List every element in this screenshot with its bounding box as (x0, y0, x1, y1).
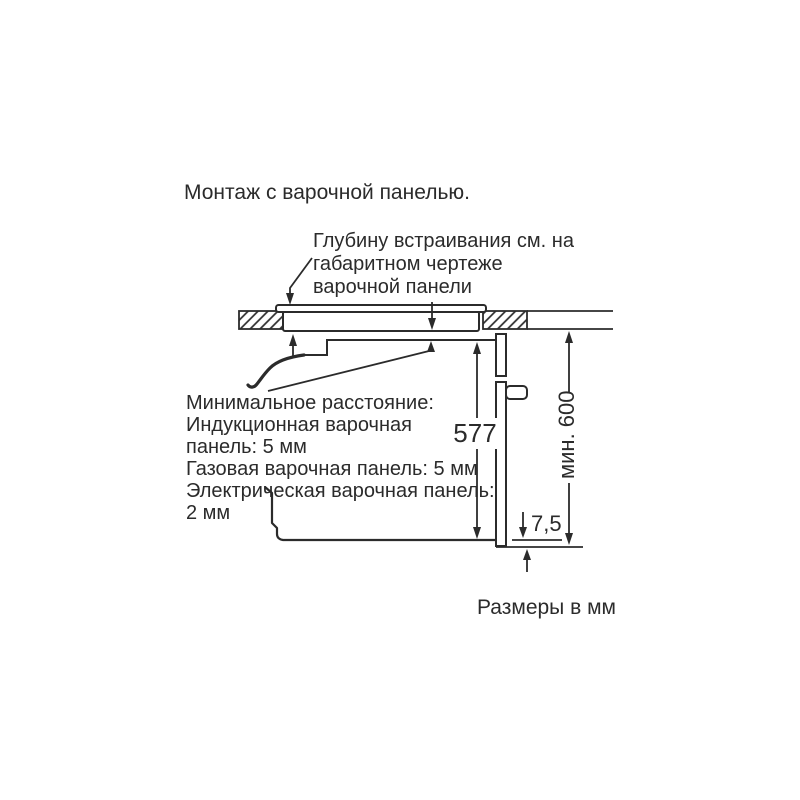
countertop-right-section (483, 311, 527, 329)
oven-front-door (496, 382, 506, 546)
dimension-label-oven-height: 577 (449, 418, 501, 449)
oven-top-edge (304, 340, 496, 355)
min-distance-line-6: 2 мм (186, 502, 231, 524)
min-distance-annotation (186, 392, 495, 524)
depth-annotation-line-1: Глубину встраивания см. на (313, 230, 574, 252)
min-distance-line-4: Газовая варочная панель: 5 мм (186, 458, 478, 480)
depth-leader-bent (290, 258, 312, 293)
page-title: Монтаж с варочной панелью. (184, 181, 470, 204)
min-distance-line-3: панель: 5 мм (186, 436, 307, 458)
depth-annotation-line-2: габаритном чертеже (313, 253, 503, 275)
depth-annotation (313, 230, 574, 299)
gap-arrow-right-head (427, 341, 435, 352)
min-distance-arrows (268, 334, 435, 391)
footer-units-note: Размеры в мм (477, 596, 616, 619)
depth-leader-arrowhead (286, 293, 294, 305)
hob-top-lip (276, 305, 486, 312)
hob-body (283, 312, 479, 332)
dimension-label-niche-height: мин. 600 (554, 390, 579, 479)
gap-arrow-left-head (289, 334, 297, 346)
countertop-extension-lines (527, 311, 613, 329)
depth-annotation-line-3: варочной панели (313, 276, 472, 298)
hob (276, 305, 486, 331)
countertop-left-section (239, 311, 283, 329)
oven-top-break-line (248, 355, 304, 387)
oven-handle (506, 386, 527, 399)
dimension-label-door-overhang: 7,5 (531, 511, 562, 536)
oven-front-frame-upper (496, 334, 506, 376)
min-distance-line-5: Электрическая варочная панель: (186, 480, 495, 502)
min-distance-line-1: Минимальное расстояние: (186, 392, 434, 414)
min-distance-line-2: Индукционная варочная (186, 414, 412, 436)
